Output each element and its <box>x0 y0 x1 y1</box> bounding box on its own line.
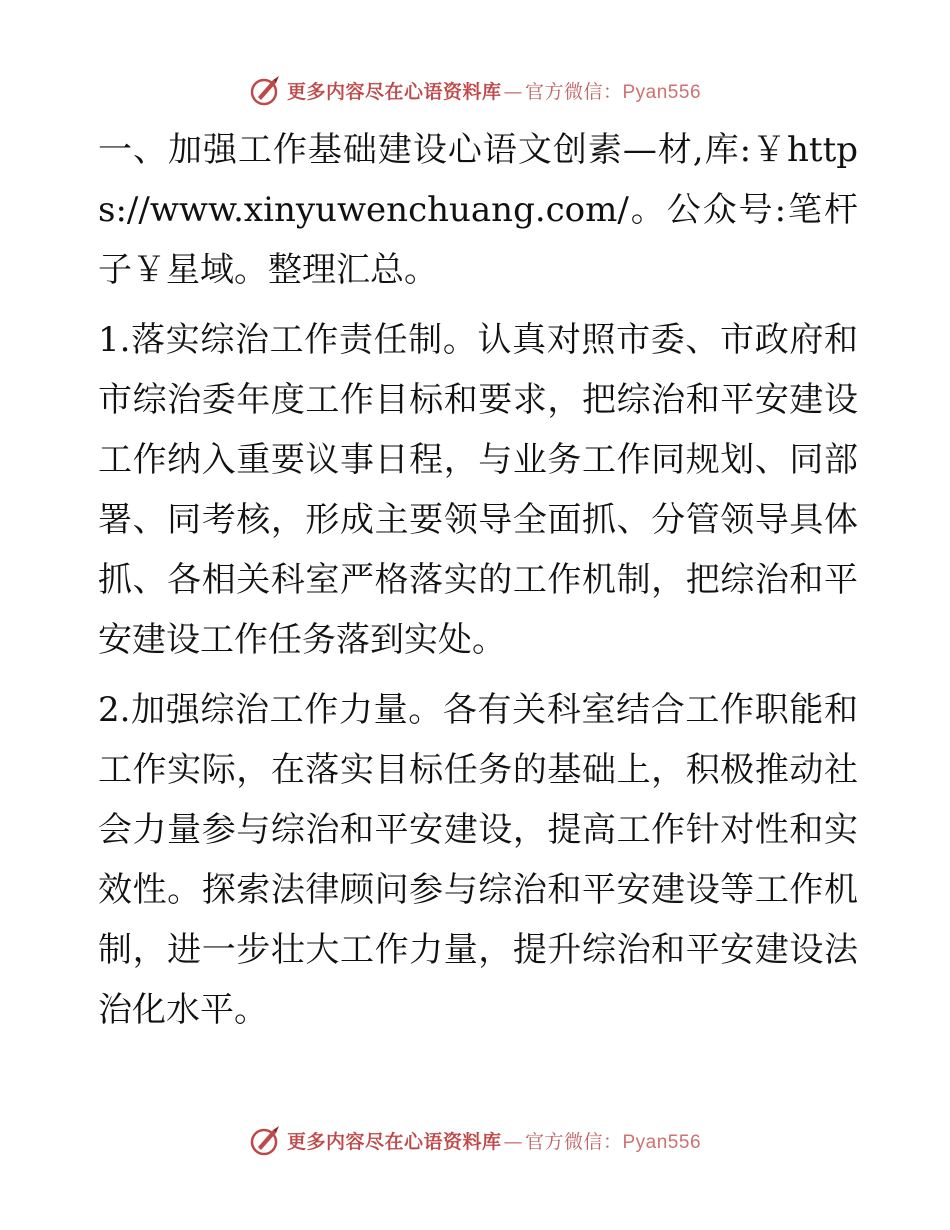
paragraph-item-2: 2.加强综治工作力量。各有关科室结合工作职能和工作实际，在落实目标任务的基础上，积极推动社会力量参与综治和平安建设，提高工作针对性和实效性。探索法律顾问参与综治和平安建设等工作机制，进一步壮大工作力量，提升综治和平安建设法治化水平。 <box>98 690 858 1030</box>
watermark-label: 官方微信： <box>524 1130 623 1153</box>
watermark-separator: — <box>503 80 523 103</box>
quill-logo-icon <box>249 1123 283 1157</box>
paragraph-item-1: 1.落实综治工作责任制。认真对照市委、市政府和市综治委年度工作目标和要求，把综治和平安建设工作纳入重要议事日程，与业务工作同规划、同部署、同考核，形成主要领导全面抓、分管领导具体抓、各相关科室严格落实的工作机制，把综治和平安建设工作任务落到实处。 <box>98 320 858 660</box>
watermark-text <box>287 1127 701 1154</box>
watermark-separator: — <box>503 1130 523 1153</box>
watermark-brand: 更多内容尽在心语资料库 <box>286 1130 502 1153</box>
paragraph-section-heading: 一、加强工作基础建设心语文创素—材,库:￥https://www.xinyuwenchuang.com/。公众号:笔杆子￥星域。整理汇总。 <box>98 130 858 290</box>
watermark-header <box>0 70 950 110</box>
watermark-label: 官方微信： <box>524 80 623 103</box>
watermark-id: Pyan556 <box>622 81 702 103</box>
watermark-text <box>287 77 701 104</box>
document-body <box>98 120 858 1050</box>
quill-logo-icon <box>249 73 283 107</box>
watermark-footer <box>0 1120 950 1160</box>
watermark-id: Pyan556 <box>622 1131 702 1153</box>
watermark-brand: 更多内容尽在心语资料库 <box>286 80 502 103</box>
